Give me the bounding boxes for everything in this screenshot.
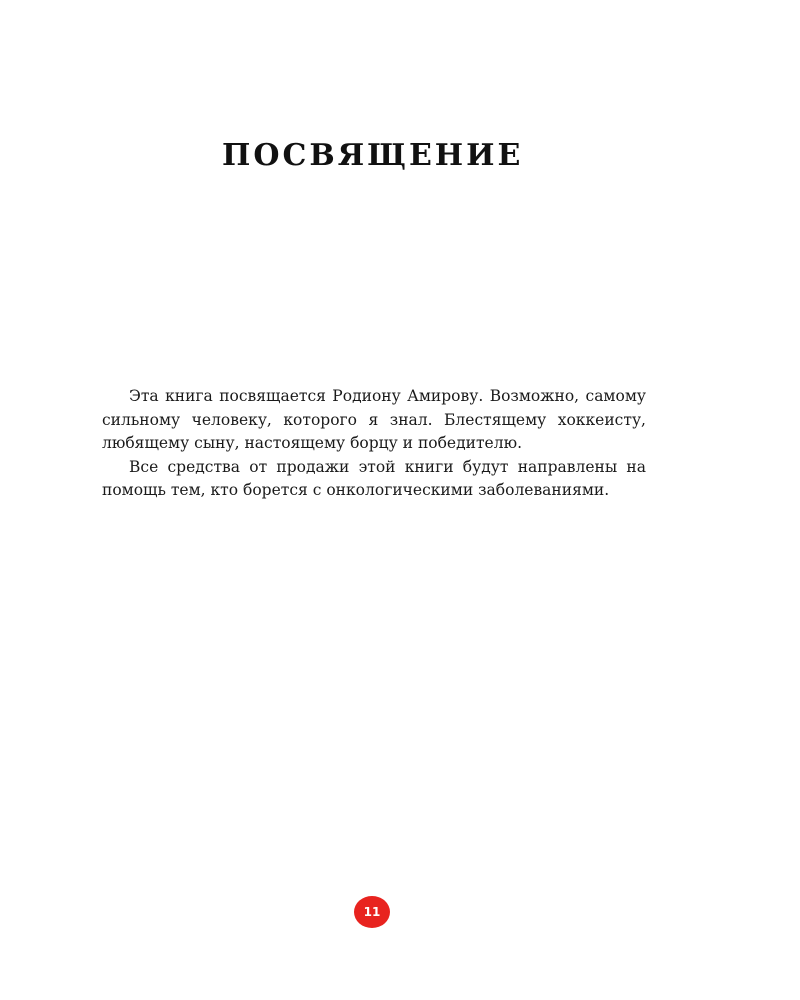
dedication-text (102, 385, 646, 503)
paragraph: Эта книга посвящается Родиону Амирову. Возможно, самому сильному человеку, которого я знал. Блестящему хоккеисту, любящему сыну, настоящему борцу и победителю. (102, 387, 646, 452)
paragraph: Все средства от продажи этой книги будут направлены на помощь тем, кто борется с онкологическими заболеваниями. (102, 457, 646, 499)
page-number-badge: 11 (354, 896, 390, 928)
page-title: ПОСВЯЩЕНИЕ (222, 138, 524, 173)
